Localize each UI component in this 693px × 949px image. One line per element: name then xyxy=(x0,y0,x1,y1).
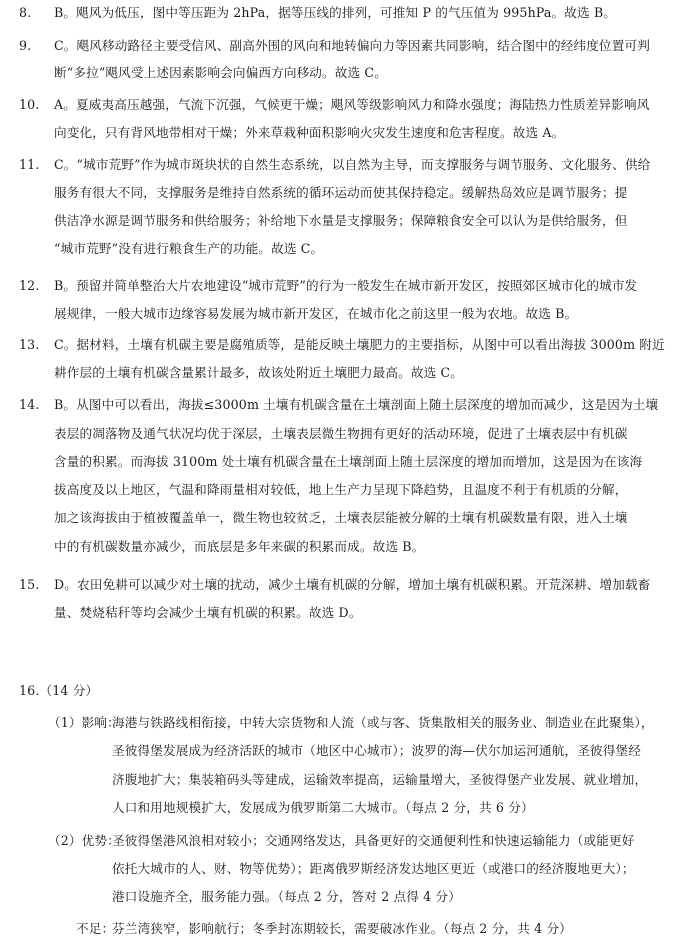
answer-line: 拔高度及以上地区，气温和降雨量相对较低，地上生产力呈现下降趋势，且温度不利于有机质的分解， xyxy=(54,482,628,497)
answer-line: 芬兰湾狭窄，影响航行；冬季封冻期较长，需要破冰作业。（每点 2 分，共 4 分） xyxy=(112,921,572,936)
q16-part2-cont xyxy=(0,859,693,879)
item-number: 15. xyxy=(19,577,40,592)
answer-12-cont xyxy=(0,304,693,324)
answer-line: C。“城市荒野”作为城市斑块状的自然生态系统，以自然为主导，而支撑服务与调节服务、文化服务、供给 xyxy=(54,157,651,172)
answer-line: A。夏威夷高压越强，气流下沉强，气候更干燥；飓风等级影响风力和降水强度；海陆热力性质差异影响风 xyxy=(54,97,650,112)
answer-line: 量、焚烧秸秆等均会减少土壤有机碳的积累。故选 D。 xyxy=(54,605,362,620)
answer-10 xyxy=(0,95,693,115)
answer-11-cont xyxy=(0,183,693,203)
answer-line: “城市荒野”没有进行粮食生产的功能。故选 C。 xyxy=(54,241,324,256)
answer-15 xyxy=(0,575,693,595)
answer-line: 展规律，一般大城市边缘容易发展为城市新开发区，在城市化之前这里一般为农地。故选 B。 xyxy=(54,306,578,321)
answer-line: C。飓风移动路径主要受信风、副高外围的风向和地转偏向力等因素共同影响，结合图中的经纬度位置可判 xyxy=(54,38,650,53)
answer-line: 依托大城市的人、财、物等优势）；距离俄罗斯经济发达地区更近（或港口的经济腹地更大）； xyxy=(112,861,635,876)
answer-13 xyxy=(0,335,693,355)
item-heading: 16.（14 分） xyxy=(19,683,99,698)
answer-line: 港口设施齐全，服务能力强。（每点 2 分，答对 2 点得 4 分） xyxy=(112,889,461,904)
part2-label: （2）优势： xyxy=(48,833,120,848)
answer-line: 人口和用地规模扩大，发展成为俄罗斯第二大城市。（每点 2 分，共 6 分） xyxy=(112,800,534,815)
answer-line: 含量的积累。而海拔 3100m 处土壤有机碳含量在土壤剖面上随土层深度的增加而增加，这是因为在该海 xyxy=(54,454,643,469)
q16-part1-cont xyxy=(0,798,693,818)
answer-line: 海港与铁路线相衔接，中转大宗货物和人流（或与客、货集散相关的服务业、制造业在此聚集）， xyxy=(112,715,654,730)
answer-13-cont xyxy=(0,363,693,383)
answer-line: C。据材料，土壤有机碳主要是腐殖质等，是能反映土壤肥力的主要指标，从图中可以看出海拔 3000m 附近 xyxy=(54,337,665,352)
answer-15-cont xyxy=(0,603,693,623)
answer-10-cont xyxy=(0,123,693,143)
answer-14-cont xyxy=(0,424,693,444)
answer-14-cont xyxy=(0,480,693,500)
q16-part2-cont xyxy=(0,887,693,907)
item-number: 9. xyxy=(19,38,32,53)
answer-line: B。飓风为低压，图中等压距为 2hPa，据等压线的排列，可推知 P 的气压值为 995hPa。故选 B。 xyxy=(54,5,617,20)
item-number: 14. xyxy=(19,397,40,412)
q16-part1-cont xyxy=(0,770,693,790)
answer-line: 表层的凋落物及通气状况均优于深层，土壤表层微生物拥有更好的活动环境，促进了土壤表层中有机碳 xyxy=(54,426,628,441)
part1-label: （1）影响： xyxy=(48,715,120,730)
answer-line: 向变化，只有背风地带相对干燥；外来草栽种面积影响火灾发生速度和危害程度。故选 A。 xyxy=(54,125,565,140)
answer-11-cont xyxy=(0,211,693,231)
item-number: 12. xyxy=(19,278,40,293)
q16-part1 xyxy=(0,713,693,733)
q16-part1-cont xyxy=(0,741,693,761)
answer-line: 断“多拉”飓风受上述因素影响会向偏西方向移动。故选 C。 xyxy=(54,65,387,80)
answer-9-cont xyxy=(0,63,693,83)
item-number: 13. xyxy=(19,337,40,352)
answer-11-cont xyxy=(0,239,693,259)
item-number: 10. xyxy=(19,97,40,112)
answer-line: 中的有机碳数量亦减少，而底层是多年来碳的积累而成。故选 B。 xyxy=(54,539,425,554)
q16-part2 xyxy=(0,831,693,851)
answer-14-cont xyxy=(0,508,693,528)
answer-line: B。从图中可以看出，海拔≤3000m 土壤有机碳含量在土壤剖面上随土层深度的增加而减少，这是因为土壤 xyxy=(54,397,659,412)
answer-line: 耕作层的土壤有机碳含量累计最多，故该处附近土壤肥力最高。故选 C。 xyxy=(54,365,463,380)
answer-11 xyxy=(0,155,693,175)
question-16-heading xyxy=(0,681,693,701)
answer-line: 加之该海拔由于植被覆盖单一，微生物也较贫乏，土壤表层能被分解的土壤有机碳数量有限，进入土壤 xyxy=(54,510,628,525)
item-number: 8. xyxy=(19,5,32,20)
answer-8 xyxy=(0,3,693,23)
item-number: 11. xyxy=(19,157,40,172)
answer-line: 供洁净水源是调节服务和供给服务；补给地下水量是支撑服务；保障粮食安全可以认为是供给服务，但 xyxy=(54,213,628,228)
answer-14 xyxy=(0,395,693,415)
answer-14-cont xyxy=(0,537,693,557)
answer-line: D。农田免耕可以减少对土壤的扰动，减少土壤有机碳的分解，增加土壤有机碳积累。开荒深耕、增加载畜 xyxy=(54,577,651,592)
answer-9 xyxy=(0,36,693,56)
answer-line: B。预留并简单整治大片农地建设“城市荒野”的行为一般发生在城市新开发区，按照郊区城市化的城市发 xyxy=(54,278,638,293)
answer-line: 济腹地扩大；集装箱码头等建成，运输效率提高，运输量增大，圣彼得堡产业发展、就业增加， xyxy=(112,772,648,787)
q16-part3 xyxy=(0,919,693,939)
answer-14-cont xyxy=(0,452,693,472)
answer-line: 圣彼得堡发展成为经济活跃的城市（地区中心城市）；波罗的海—伏尔加运河通航，圣彼得堡经 xyxy=(112,743,641,758)
answer-line: 服务有很大不同，支撑服务是维持自然系统的循环运动而使其保持稳定。缓解热岛效应是调节服务；提 xyxy=(54,185,628,200)
answer-12 xyxy=(0,276,693,296)
answer-line: 圣彼得堡港风浪相对较小；交通网络发达，具备更好的交通便利性和快速运输能力（或能更好 xyxy=(112,833,635,848)
part3-label: 不足： xyxy=(76,921,115,936)
